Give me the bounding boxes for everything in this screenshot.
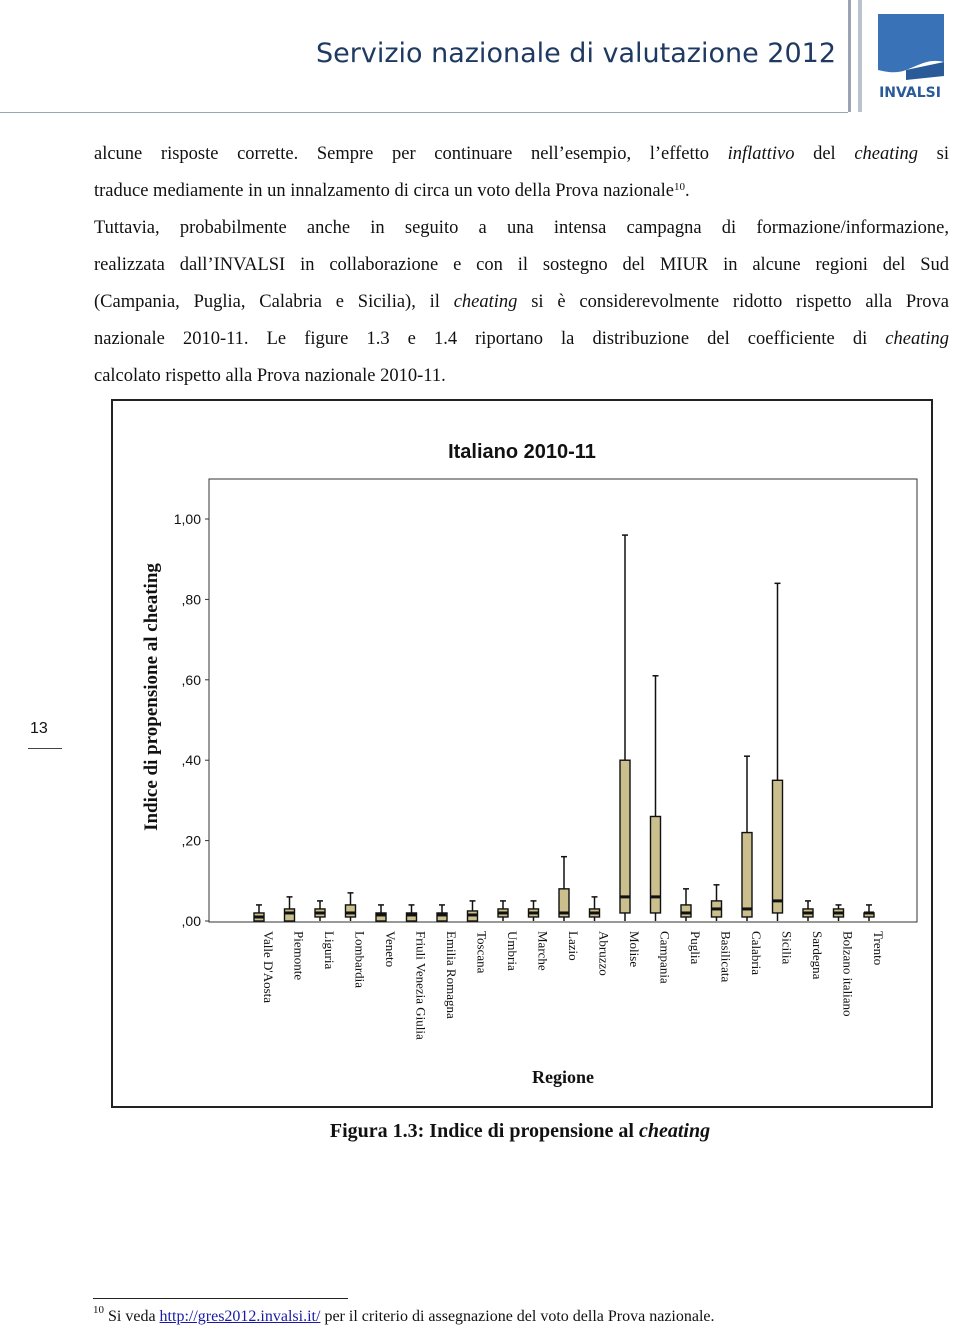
text-line: (Campania, Puglia, Calabria e Sicilia), il cheating si è considerevolmente ridotto rispetto alla Prova — [94, 292, 949, 312]
y-tick-label: ,20 — [181, 832, 201, 849]
page-number: 13 — [30, 720, 48, 737]
x-tick-label: Molise — [627, 931, 642, 968]
x-tick-label: Veneto — [383, 931, 398, 968]
svg-text:INVALSI: INVALSI — [879, 85, 941, 101]
x-tick-label: Piemonte — [291, 931, 307, 981]
x-tick-label: Lazio — [566, 931, 581, 961]
text-line: nazionale 2010-11. Le figure 1.3 e 1.4 riportano la distribuzione del coefficiente di cheating — [94, 329, 949, 349]
box — [651, 816, 661, 912]
box — [285, 909, 295, 921]
x-tick-label: Puglia — [688, 931, 703, 965]
text-line: Tuttavia, probabilmente anche in seguito a una intensa campagna di formazione/informazione, — [94, 218, 949, 238]
x-tick-label: Abruzzo — [596, 931, 612, 976]
box — [773, 780, 783, 913]
footnote-link[interactable]: http://gres2012.invalsi.it/ — [159, 1308, 321, 1325]
x-tick-label: Campania — [657, 931, 673, 984]
x-tick-label: Basilicata — [718, 931, 734, 983]
x-tick-label: Umbria — [505, 931, 520, 971]
x-tick-label: Toscana — [474, 931, 490, 974]
box — [620, 760, 630, 913]
chart-frame — [111, 399, 933, 1108]
text-line: realizzata dall’INVALSI in collaborazione e con il sostegno del MIUR in alcune regioni del Sud — [94, 255, 949, 275]
x-tick-label: Trento — [871, 931, 886, 966]
x-axis-label: Regione — [532, 1067, 594, 1087]
x-tick-label: Valle D'Aosta — [261, 931, 276, 1004]
y-tick-label: ,80 — [181, 591, 201, 608]
x-tick-label: Sicilia — [779, 931, 795, 965]
x-tick-label: Calabria — [749, 931, 764, 976]
figure-caption: Figura 1.3: Indice di propensione al cheating — [329, 1120, 711, 1142]
footnote: $^{10}$ Si veda http://gres2012.invalsi.it/ per il criterio di assegnazione del voto della Prova nazionale. — [93, 1304, 715, 1325]
x-tick-label: Friuli Venezia Giulia — [413, 931, 429, 1040]
footnote-divider — [93, 1298, 348, 1299]
box — [742, 833, 752, 917]
body-paragraph — [94, 136, 949, 395]
text-line: alcune risposte corrette. Sempre per continuare nell’esempio, l’effetto inflattivo del cheating si — [94, 144, 950, 164]
document-header-title: Servizio nazionale di valutazione 2012 — [316, 38, 837, 69]
y-tick-label: ,40 — [181, 752, 201, 769]
page-number-rule — [28, 748, 62, 749]
box — [346, 905, 356, 917]
y-tick-label: ,00 — [181, 913, 201, 929]
x-tick-label: Emilia Romagna — [444, 931, 459, 1019]
invalsi-logo — [848, 0, 960, 112]
y-axis-label: Indice di propensione al cheating — [141, 563, 162, 831]
y-tick-label: 1,00 — [173, 511, 201, 527]
text-line: calcolato rispetto alla Prova nazionale 2010-11. — [94, 366, 446, 386]
chart-title: Italiano 2010-11 — [448, 441, 596, 463]
plot-frame — [209, 479, 917, 922]
x-tick-label: Lombardia — [352, 931, 368, 989]
plot-area — [174, 479, 917, 1040]
y-tick-label: ,60 — [181, 671, 201, 688]
box — [681, 905, 691, 917]
text-line: traduce mediamente in un innalzamento di circa un voto della Prova nazionale$^{10}$. — [94, 181, 690, 201]
boxplot-chart — [113, 401, 931, 1106]
x-tick-label: Sardegna — [810, 931, 825, 980]
x-tick-label: Marche — [535, 931, 551, 971]
x-tick-label: Bolzano italiano — [840, 931, 856, 1017]
header-divider — [0, 112, 848, 113]
x-tick-label: Liguria — [322, 931, 337, 970]
